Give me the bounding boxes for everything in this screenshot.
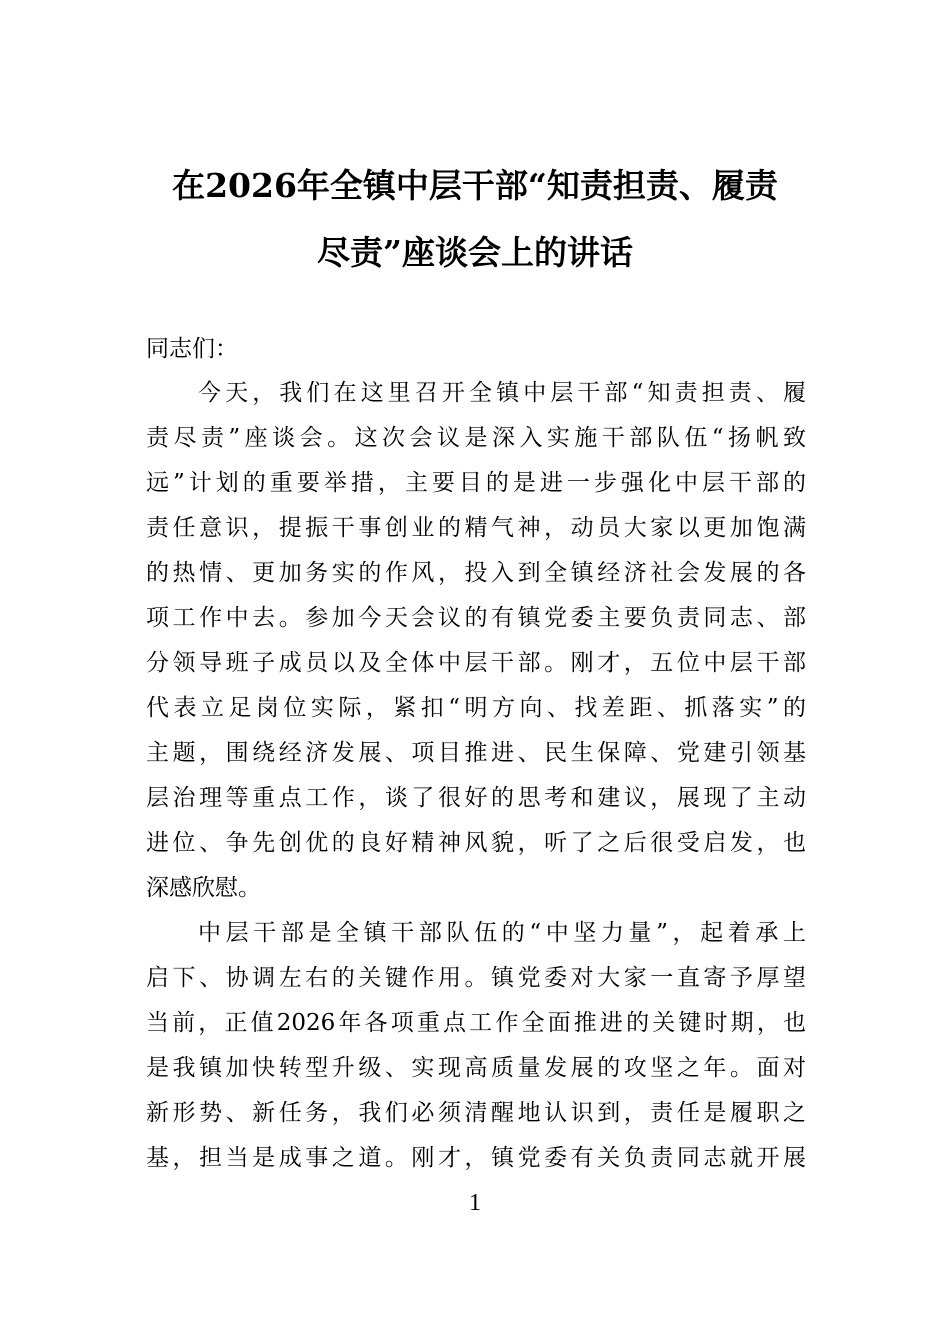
paragraph-line: 分领导班子成员以及全体中层干部。刚才，五位中层干部 (146, 650, 806, 676)
paragraph-line: 深感欣慰。 (146, 875, 261, 901)
page-number: 1 (469, 1190, 481, 1216)
paragraph-line: 代表立足岗位实际，紧扣“明方向、找差距、抓落实”的 (146, 695, 806, 721)
paragraph-line: 的热情、更加务实的作风，投入到全镇经济社会发展的各 (146, 560, 806, 586)
paragraph-line: 基，担当是成事之道。刚才，镇党委有关负责同志就开展 (146, 1145, 806, 1171)
paragraph-line: 当前，正值2026年各项重点工作全面推进的关键时期，也 (146, 1010, 806, 1036)
paragraph-line: 项工作中去。参加今天会议的有镇党委主要负责同志、部 (146, 605, 806, 631)
paragraph-line: 进位、争先创优的良好精神风貌，听了之后很受启发，也 (146, 830, 806, 856)
paragraph-line: 责尽责”座谈会。这次会议是深入实施干部队伍“扬帆致 (146, 425, 806, 451)
document-title-line-1: 在2026年全镇中层干部“知责担责、履责 (172, 166, 778, 205)
paragraph-line: 主题，围绕经济发展、项目推进、民生保障、党建引领基 (146, 740, 806, 766)
paragraph-line: 责任意识，提振干事创业的精气神，动员大家以更加饱满 (146, 515, 806, 541)
document-title-line-2: 尽责”座谈会上的讲话 (317, 233, 633, 272)
paragraph-line: 层治理等重点工作，谈了很好的思考和建议，展现了主动 (146, 785, 806, 811)
paragraph-line: 远”计划的重要举措，主要目的是进一步强化中层干部的 (146, 470, 806, 496)
paragraph-line: 中层干部是全镇干部队伍的“中坚力量”，起着承上 (198, 920, 806, 946)
paragraph-line: 今天，我们在这里召开全镇中层干部“知责担责、履 (198, 380, 806, 406)
salutation: 同志们： (146, 336, 238, 362)
paragraph-line: 启下、协调左右的关键作用。镇党委对大家一直寄予厚望 (146, 965, 806, 991)
paragraph-line: 是我镇加快转型升级、实现高质量发展的攻坚之年。面对 (146, 1055, 806, 1081)
paragraph-line: 新形势、新任务，我们必须清醒地认识到，责任是履职之 (146, 1100, 806, 1126)
